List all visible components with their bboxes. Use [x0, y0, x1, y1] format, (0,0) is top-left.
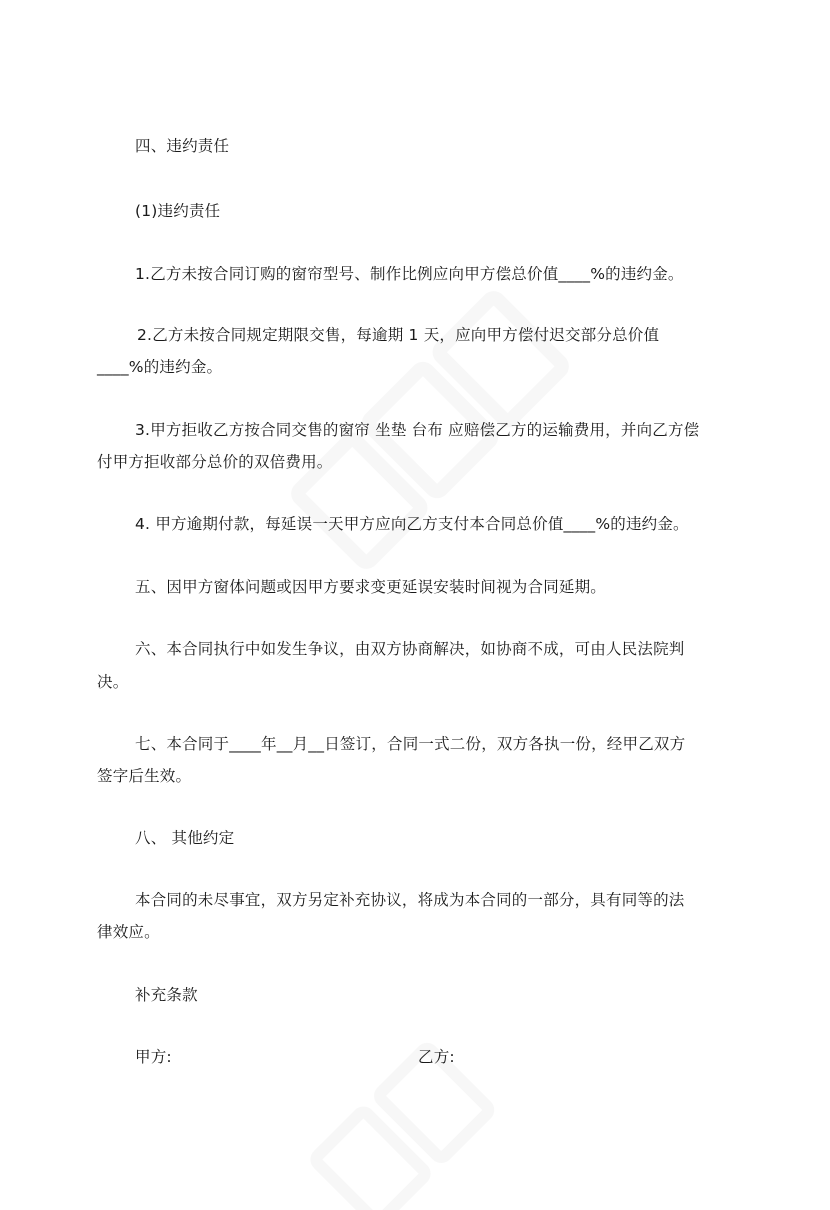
clause-5: 五、因甲方窗体问题或因甲方要求变更延误安装时间视为合同延期。: [135, 578, 607, 596]
breach-item-1: 1.乙方未按合同订购的窗帘型号、制作比例应向甲方偿总价值____%的违约金。: [135, 265, 684, 283]
party-a-signature-label: 甲方:: [135, 1048, 172, 1066]
breach-item-3-line-1: 3.甲方拒收乙方按合同交售的窗帘 坐垫 台布 应赔偿乙方的运输费用，并向乙方偿: [135, 421, 700, 439]
watermark-fragment-icon: [270, 1010, 570, 1210]
clause-7-line-2: 签字后生效。: [97, 767, 192, 785]
party-b-signature-label: 乙方:: [418, 1048, 455, 1066]
breach-item-4: 4. 甲方逾期付款，每延误一天甲方应向乙方支付本合同总价值____%的违约金。: [135, 515, 689, 533]
section-heading-breach: 四、违约责任: [135, 137, 230, 155]
section-heading-other: 八、 其他约定: [135, 829, 235, 847]
other-terms-line-1: 本合同的未尽事宜，双方另定补充协议，将成为本合同的一部分，具有同等的法: [135, 891, 685, 909]
clause-6-line-1: 六、本合同执行中如发生争议，由双方协商解决，如协商不成，可由人民法院判: [135, 640, 685, 658]
supplementary-terms-heading: 补充条款: [135, 986, 198, 1004]
breach-item-3-line-2: 付甲方拒收部分总价的双倍费用。: [97, 453, 333, 471]
other-terms-line-2: 律效应。: [97, 923, 160, 941]
clause-6-line-2: 决。: [97, 673, 129, 691]
subsection-heading-breach: (1)违约责任: [135, 202, 221, 220]
breach-item-2-line-1: 2.乙方未按合同规定期限交售，每逾期 1 天，应向甲方偿付迟交部分总价值: [137, 326, 660, 344]
clause-7-line-1: 七、本合同于____年__月__日签订，合同一式二份，双方各执一份，经甲乙双方: [135, 735, 686, 753]
breach-item-2-line-2: ____%的违约金。: [97, 358, 223, 376]
